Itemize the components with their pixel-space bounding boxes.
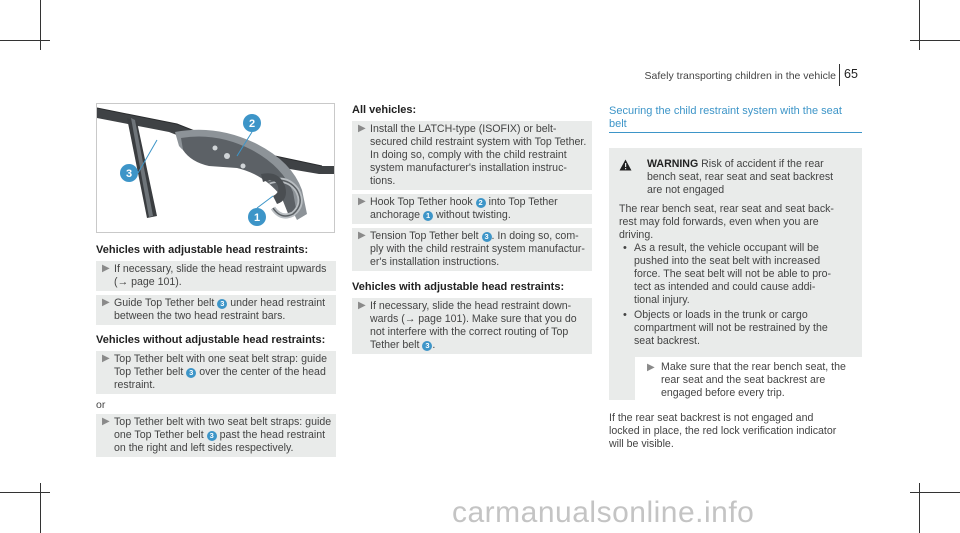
tether-figure <box>96 103 335 233</box>
warning-bullet: seat backrest. <box>634 335 700 347</box>
warning-heading: WARNING Risk of accident if the rear <box>647 158 824 170</box>
warning-label: WARNING <box>647 158 699 170</box>
step-text: Tension Top Tether belt 3 . In doing so, com- <box>370 230 579 242</box>
warning-bullet: compartment will not be restrained by the <box>634 322 828 334</box>
callout-leader <box>257 196 273 208</box>
step-text: Tether belt 3 . <box>370 339 436 351</box>
callout-ref-3: 3 <box>422 341 432 351</box>
section-rule <box>609 132 862 133</box>
step-text: restraint. <box>114 379 156 391</box>
step-text: rear seat and the seat backrest are <box>661 374 826 386</box>
warning-bullet: As a result, the vehicle occupant will be <box>634 242 819 254</box>
heading-without-adjustable-head-restraints: Vehicles without adjustable head restraints: <box>96 334 326 346</box>
step-text: secured child restraint system with Top Tether. <box>370 136 587 148</box>
step-arrow-icon: ▶ <box>358 196 366 207</box>
crop-mark <box>910 40 960 41</box>
warning-triangle-icon <box>619 159 632 171</box>
or-text: or <box>96 399 106 411</box>
callout-ref-2: 2 <box>476 198 486 208</box>
page-number-divider <box>839 64 840 86</box>
step-text: (→ page 101). <box>114 276 182 288</box>
step-text: not interfere with the correct routing of Top <box>370 326 569 338</box>
warning-bullet: tional injury. <box>634 294 690 306</box>
callout-ref-3: 3 <box>186 368 196 378</box>
crop-mark <box>40 0 41 50</box>
warning-bullet: Objects or loads in the trunk or cargo <box>634 309 808 321</box>
step-arrow-icon: ▶ <box>102 263 110 274</box>
step-text: er's installation instructions. <box>370 256 500 268</box>
step-text: on the right and left sides respectively. <box>114 442 294 454</box>
instruction-step <box>352 121 592 190</box>
instruction-step <box>352 194 592 224</box>
section-title: Securing the child restraint system with the seat <box>609 105 842 117</box>
paragraph: will be visible. <box>609 438 674 450</box>
section-title: belt <box>609 118 627 130</box>
callout-ref-1: 1 <box>423 211 433 221</box>
step-arrow-icon: ▶ <box>102 416 110 427</box>
step-text: Hook Top Tether hook 2 into Top Tether <box>370 196 558 208</box>
step-text: tions. <box>370 175 396 187</box>
step-text: wards (→ page 101). Make sure that you do <box>370 313 577 325</box>
bullet-dot: • <box>623 242 627 254</box>
crop-mark <box>40 483 41 533</box>
crop-mark <box>0 492 50 493</box>
instruction-step <box>96 261 336 291</box>
step-arrow-icon: ▶ <box>358 123 366 134</box>
warning-body: rest may fold forwards, even when you are <box>619 216 819 228</box>
instruction-step <box>96 414 336 457</box>
paragraph: If the rear seat backrest is not engaged and <box>609 412 814 424</box>
instruction-step <box>96 295 336 325</box>
step-text: Top Tether belt 3 over the center of the head <box>114 366 326 378</box>
step-text: system manufacturer's installation instruc- <box>370 162 567 174</box>
step-text: If necessary, slide the head restraint down- <box>370 300 572 312</box>
callout-1: 1 <box>253 212 261 224</box>
bolt <box>213 146 218 151</box>
tether-illustration <box>97 104 334 232</box>
crop-mark <box>0 40 50 41</box>
step-arrow-icon: ▶ <box>358 300 366 311</box>
paragraph: locked in place, the red lock verification indicator <box>609 425 837 437</box>
callout-ref-3: 3 <box>482 232 492 242</box>
step-arrow-icon: ▶ <box>358 230 366 241</box>
step-text: ply with the child restraint system manufactur- <box>370 243 585 255</box>
callout-ref-3: 3 <box>207 431 217 441</box>
warning-bullet: tect as intended and could cause addi- <box>634 281 816 293</box>
step-arrow-icon: ▶ <box>102 353 110 364</box>
step-text: In doing so, comply with the child restraint <box>370 149 567 161</box>
crop-mark <box>919 0 920 50</box>
watermark: carmanualsonline.info <box>452 496 755 529</box>
warning-body: The rear bench seat, rear seat and seat back- <box>619 203 834 215</box>
crop-mark <box>910 492 960 493</box>
callout-ref-3: 3 <box>217 299 227 309</box>
bolt <box>241 164 246 169</box>
warning-bullet: force. The seat belt will not be able to pro- <box>634 268 832 280</box>
running-title: Safely transporting children in the vehicle <box>644 70 836 82</box>
bullet-dot: • <box>623 309 627 321</box>
warning-bullet: pushed into the seat belt with increased <box>634 255 821 267</box>
page-number: 65 <box>844 67 858 81</box>
step-text: between the two head restraint bars. <box>114 310 286 322</box>
step-text: Install the LATCH-type (ISOFIX) or belt- <box>370 123 557 135</box>
warning-box <box>609 148 862 400</box>
step-text: Guide Top Tether belt 3 under head restraint <box>114 297 326 309</box>
step-text: anchorage 1 without twisting. <box>370 209 511 221</box>
callout-2: 2 <box>248 118 256 130</box>
crop-mark <box>919 483 920 533</box>
instruction-step <box>96 351 336 394</box>
heading-adjustable-head-restraints: Vehicles with adjustable head restraints: <box>352 281 565 293</box>
seat-frame-shadow <box>181 137 297 217</box>
instruction-step <box>352 298 592 354</box>
step-arrow-icon: ▶ <box>647 362 655 373</box>
step-text: Make sure that the rear bench seat, the <box>661 361 846 373</box>
step-text: If necessary, slide the head restraint upwards <box>114 263 327 275</box>
warning-step <box>635 357 862 400</box>
step-text: Top Tether belt with one seat belt strap: guide <box>114 353 327 365</box>
step-text: one Top Tether belt 3 past the head restraint <box>114 429 326 441</box>
step-arrow-icon: ▶ <box>102 297 110 308</box>
step-text: Top Tether belt with two seat belt straps: guide <box>114 416 332 428</box>
instruction-step <box>352 228 592 271</box>
warning-body: driving. <box>619 229 654 241</box>
heading-all-vehicles: All vehicles: <box>352 104 417 116</box>
warning-heading: are not engaged <box>647 184 725 196</box>
bolt <box>224 153 230 159</box>
warning-heading: bench seat, rear seat and seat backrest <box>647 171 834 183</box>
step-text: engaged before every trip. <box>661 387 785 399</box>
callout-3: 3 <box>125 168 133 180</box>
heading-adjustable-head-restraints: Vehicles with adjustable head restraints: <box>96 244 309 256</box>
